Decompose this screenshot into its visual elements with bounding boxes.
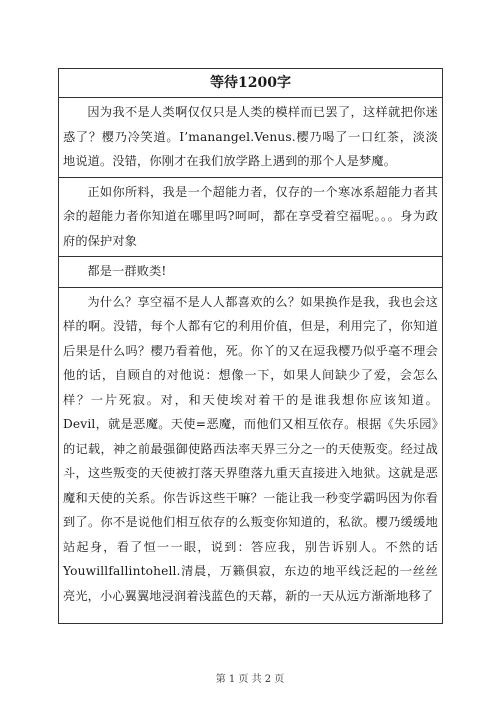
document-table: [58, 68, 443, 624]
paragraph: 都是一群败类!: [59, 257, 442, 288]
paragraph: 因为我不是人类啊仅仅只是人类的模样而已罢了，这样就把你迷惑了？樱乃冷笑道。I’manangel.Venus.樱乃喝了一口红茶，淡淡地说道。没错，你刚才在我们放学路上遇到的那个人是梦魔。: [59, 98, 442, 178]
paragraph: 为什么？享空福不是人人都喜欢的么？如果换作是我，我也会这样的啊。没错，每个人都有它的利用价值，但是，利用完了，你知道后果是什么吗？樱乃看着他，死。你丫的又在逗我樱乃似乎毫不理会他的话，自顾自的对他说：想像一下，如果人间缺少了爱，会怎么样？一片死寂。对，和天使埃对着干的是谁我想你应该知道。Devil，就是恶魔。天使=恶魔，而他们又相互依存。根据《失乐园》的记载，神之前最强御使路西法率天界三分之一的天使叛变。经过战斗，这些叛变的天使被打落天界堕落九重天直接进入地狱。这就是恶魔和天使的关系。你告诉这些干嘛？一能让我一秒变学霸吗因为你看到了。你不是说他们相互依存的么叛变你知道的，私欲。樱乃缓缓地站起身，看了恒一一眼，说到：答应我，别告诉别人。不然的话Youwillfallintohell.清晨，万籁俱寂，东边的地平线泛起的一丝丝亮光，小心翼翼地浸润着浅蓝色的天幕，新的一天从远方渐渐地移了: [63, 294, 438, 603]
document-title: 等待1200字: [59, 69, 442, 98]
paragraph: 正如你所料，我是一个超能力者，仅存的一个寒冰系超能力者其余的超能力者你知道在哪里吗?呵呵，都在享受着空福呢。。。身为政府的保护对象: [59, 178, 442, 258]
page-footer: 第 1 页 共 2 页: [215, 674, 285, 685]
